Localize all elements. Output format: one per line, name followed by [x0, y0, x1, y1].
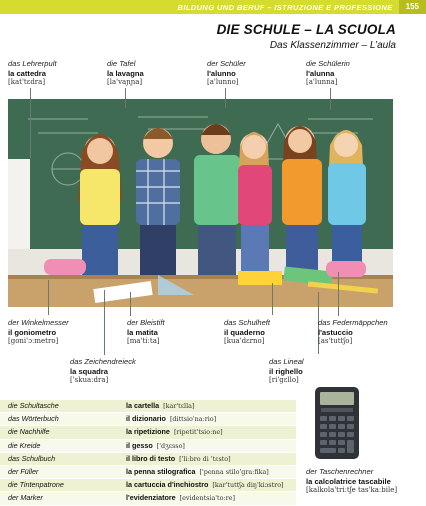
pencil-case-left: [44, 259, 86, 275]
label-phonetic: [a'lunno]: [207, 78, 239, 87]
label-it: la calcolatrice tascabile: [306, 476, 391, 486]
vocab-it: la ripetizione: [126, 427, 170, 437]
vocab-de: das Schulbuch: [8, 453, 56, 463]
label-taschenrechner: [306, 467, 397, 496]
vocab-table: [0, 400, 296, 503]
vocab-it: l'evidenziatore: [126, 493, 176, 503]
vocab-phonetic: ['dʒɛsso]: [156, 441, 185, 450]
leader-line: [104, 290, 105, 355]
label-de: das Zeichendreieck: [70, 357, 136, 366]
label-de: die Schülerin: [306, 59, 350, 68]
vocab-row: [0, 479, 296, 492]
vocab-row: [0, 453, 296, 466]
label-de: das Lineal: [269, 357, 304, 366]
vocab-de: der Marker: [8, 493, 43, 503]
vocab-row: [0, 426, 296, 439]
vocab-phonetic: [ripetit'tsioːne]: [173, 428, 223, 437]
label-de: der Winkelmesser: [8, 318, 69, 327]
page-number: 155: [399, 0, 426, 14]
vocab-phonetic: [kar'tuttʃa diŋ'kiɔstro]: [212, 481, 284, 490]
vocab-row: [0, 440, 296, 453]
label-it: la lavagna: [107, 68, 144, 78]
leader-line: [272, 283, 273, 315]
label-phonetic: [as'tuttʃo]: [318, 337, 353, 346]
label-de: die Tafel: [107, 59, 136, 68]
header-bar: [0, 0, 426, 14]
label-zeichendreieck: [70, 357, 136, 386]
leader-line: [30, 88, 31, 158]
label-it: la matita: [127, 327, 158, 337]
desk: [8, 275, 393, 307]
leader-line: [125, 88, 126, 108]
label-winkelmesser: [8, 318, 69, 347]
page-subtitle: Das Klassenzimmer – L’aula: [269, 40, 396, 51]
vocab-de: die Kreide: [8, 440, 41, 450]
classroom-illustration: [8, 99, 393, 307]
label-schulheft: [224, 318, 270, 347]
label-it: il quaderno: [224, 327, 265, 337]
vocab-phonetic: [dittsio'naːrio]: [169, 415, 217, 424]
vocab-it: il libro di testo: [126, 453, 176, 463]
label-federmaeppchen: [318, 318, 388, 347]
page-title: DIE SCHULE – LA SCUOLA: [216, 22, 396, 37]
vocab-it: il dizionario: [126, 414, 166, 424]
vocab-row: [0, 466, 296, 479]
vocab-phonetic: ['liːbro di 'tɛsto]: [179, 454, 231, 463]
vocab-de: die Schultasche: [8, 401, 59, 410]
label-it: la squadra: [70, 366, 108, 376]
pencil-case-right: [326, 261, 366, 277]
vocab-row: [0, 492, 296, 505]
label-de: das Federmäppchen: [318, 318, 388, 327]
label-de: das Schulheft: [224, 318, 271, 327]
leader-line: [338, 272, 339, 316]
label-de: der Taschenrechner: [306, 467, 374, 476]
label-lineal: [269, 357, 304, 386]
label-it: il goniometro: [8, 327, 57, 337]
label-tafel: [107, 59, 144, 88]
label-it: l'alunno: [207, 68, 236, 78]
vocab-it: la penna stilografica: [126, 466, 196, 476]
label-bleistift: [127, 318, 165, 347]
label-it: la cattedra: [8, 68, 46, 78]
label-phonetic: [la'vaɲɲa]: [107, 78, 143, 87]
vocab-it: la cartuccia d'inchiostro: [126, 480, 209, 490]
section-title: BILDUNG UND BERUF – ISTRUZIONE E PROFESSIONE: [177, 2, 393, 12]
vocab-de: das Wörterbuch: [8, 414, 59, 424]
leader-line: [48, 280, 49, 315]
label-it: l'alunna: [306, 68, 335, 78]
label-phonetic: [kalkola'triːtʃe tas'kaːbile]: [306, 486, 398, 495]
vocab-de: der Füller: [8, 466, 39, 476]
vocab-it: la cartella: [126, 401, 160, 410]
vocab-phonetic: [evidentsia'toːre]: [179, 494, 235, 503]
label-phonetic: [a'lunna]: [306, 78, 338, 87]
vocab-de: die Nachhilfe: [8, 427, 50, 437]
label-phonetic: [kua'dɛrno]: [224, 337, 265, 346]
label-phonetic: [kat'tɛdra]: [8, 78, 46, 87]
label-it: l'astuccio: [318, 327, 353, 337]
calculator-illustration: [314, 386, 360, 460]
label-it: il righello: [269, 366, 303, 376]
label-phonetic: [ri'gɛllo]: [269, 376, 299, 385]
leader-line: [225, 88, 226, 108]
vocab-row: [0, 413, 296, 426]
leader-line: [330, 88, 331, 110]
classroom-photo: [8, 99, 393, 307]
calculator-icon: [314, 386, 360, 460]
leader-line: [130, 292, 131, 316]
vocab-it: il gesso: [126, 440, 153, 450]
label-schuelerin: [306, 59, 350, 88]
label-phonetic: [goni'ɔːmetro]: [8, 337, 59, 346]
vocab-phonetic: [kar'tɛlla]: [163, 402, 195, 410]
label-phonetic: ['skuaːdra]: [70, 376, 109, 385]
label-de: der Bleistift: [127, 318, 165, 327]
label-phonetic: [ma'tiːta]: [127, 337, 160, 346]
label-schueler: [207, 59, 246, 88]
vocab-row: [0, 400, 296, 413]
label-lehrerpult: [8, 59, 57, 88]
vocab-phonetic: ['penna stilo'graːfika]: [199, 467, 269, 476]
label-de: der Schüler: [207, 59, 246, 68]
label-de: das Lehrerpult: [8, 59, 57, 68]
vocab-de: die Tintenpatrone: [8, 480, 64, 490]
